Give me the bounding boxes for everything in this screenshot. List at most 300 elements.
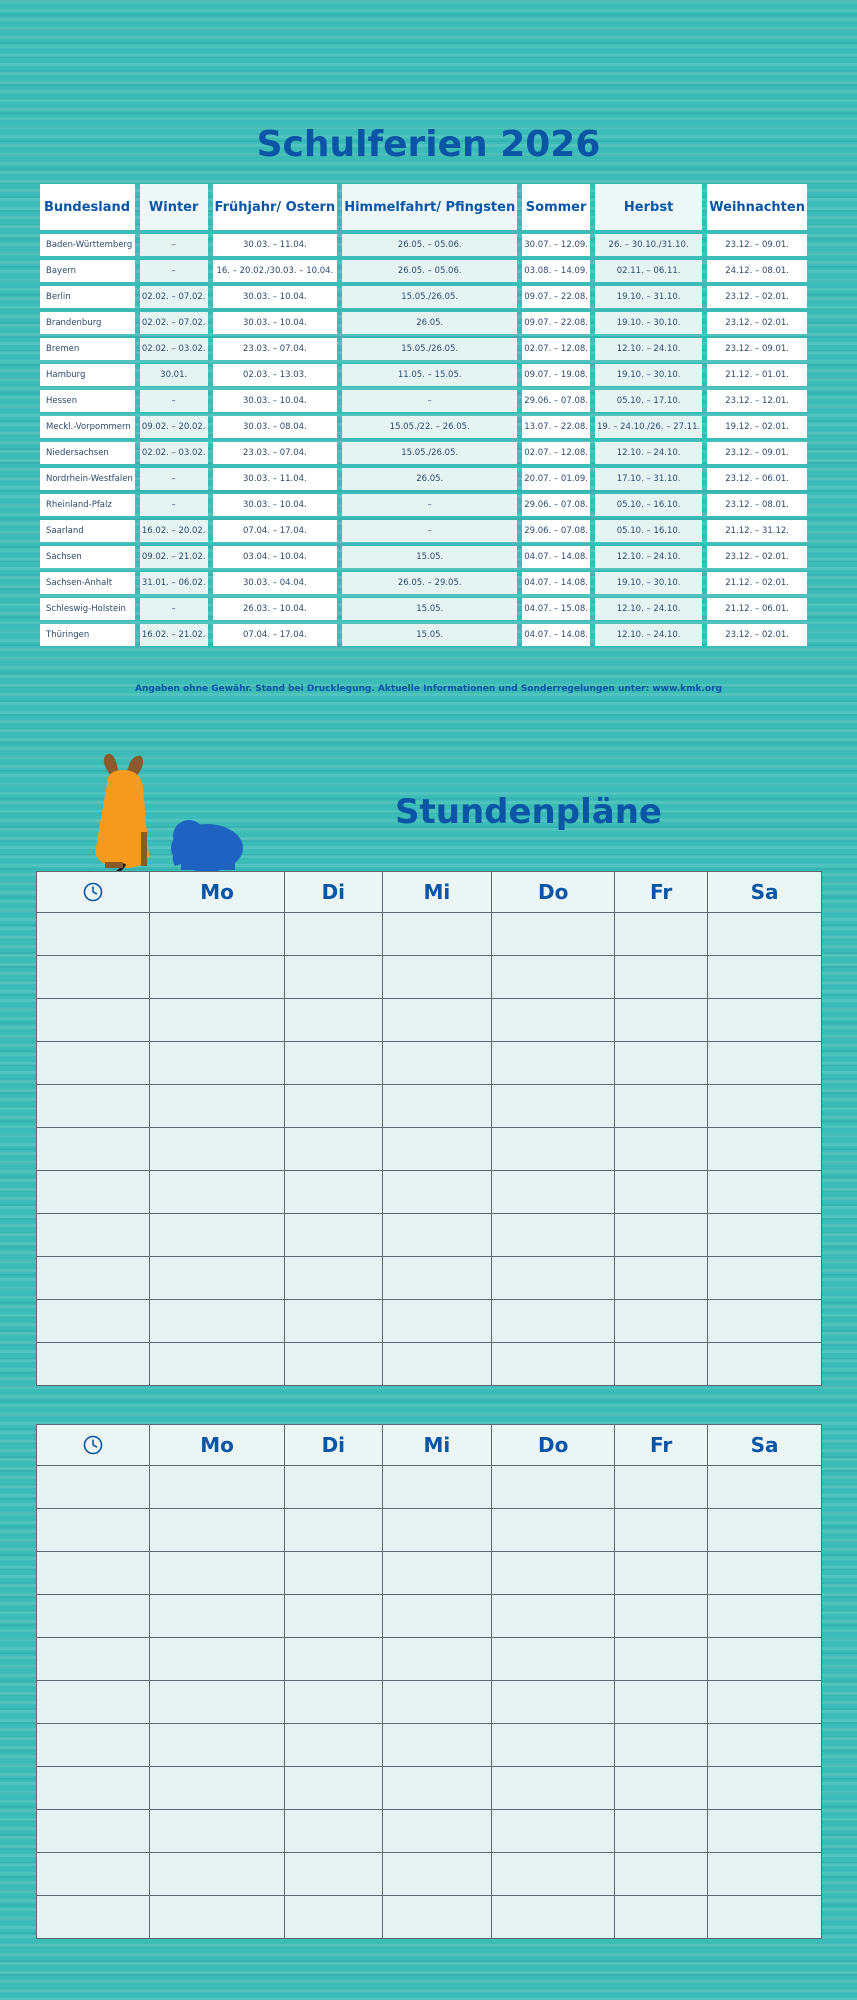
lesson-cell[interactable] [382, 1085, 492, 1128]
stundenplan-row [37, 1042, 822, 1085]
ferien-date-cell: 21.12. – 31.12. [707, 520, 807, 542]
ferien-date-cell: 21.12. – 02.01. [707, 572, 807, 594]
lesson-cell[interactable] [615, 1552, 708, 1595]
lesson-cell[interactable] [382, 1509, 492, 1552]
lesson-cell[interactable] [382, 1767, 492, 1810]
time-cell[interactable] [37, 913, 150, 956]
ferien-date-cell: 03.08. – 14.09. [522, 260, 590, 282]
day-header-sa: Sa [708, 1425, 822, 1466]
bundesland-cell: Schleswig-Holstein [40, 598, 135, 620]
day-header-mi: Mi [382, 872, 492, 913]
stundenplan-row [37, 1638, 822, 1681]
lesson-cell[interactable] [708, 1896, 822, 1939]
lesson-cell[interactable] [382, 1896, 492, 1939]
ferien-date-cell: 12.10. – 24.10. [595, 546, 702, 568]
lesson-cell[interactable] [615, 1724, 708, 1767]
ferien-date-cell: 26.05. – 05.06. [342, 234, 517, 256]
lesson-cell[interactable] [615, 1128, 708, 1171]
time-cell[interactable] [37, 1724, 150, 1767]
lesson-cell[interactable] [285, 913, 383, 956]
lesson-cell[interactable] [150, 1042, 285, 1085]
bundesland-cell: Saarland [40, 520, 135, 542]
stundenplan-row [37, 1681, 822, 1724]
time-cell[interactable] [37, 1681, 150, 1724]
lesson-cell[interactable] [492, 1509, 615, 1552]
ferien-row [40, 442, 807, 464]
lesson-cell[interactable] [615, 1681, 708, 1724]
ferien-row [40, 312, 807, 334]
ferien-date-cell: 02.11. – 06.11. [595, 260, 702, 282]
lesson-cell[interactable] [285, 1595, 383, 1638]
ferien-date-cell: 02.07. – 12.08. [522, 338, 590, 360]
ferien-date-cell: 26.05. – 05.06. [342, 260, 517, 282]
lesson-cell[interactable] [615, 1466, 708, 1509]
day-header-sa: Sa [708, 872, 822, 913]
lesson-cell[interactable] [492, 1896, 615, 1939]
header-herbst: Herbst [595, 184, 702, 230]
ferien-date-cell: 02.07. – 12.08. [522, 442, 590, 464]
ferien-row [40, 390, 807, 412]
lesson-cell[interactable] [150, 1300, 285, 1343]
lesson-cell[interactable] [285, 1724, 383, 1767]
stundenplan-row [37, 1724, 822, 1767]
ferien-date-cell: 04.07. – 14.08. [522, 572, 590, 594]
ferien-date-cell: 23.12. – 09.01. [707, 338, 807, 360]
bundesland-cell: Meckl.-Vorpommern [40, 416, 135, 438]
ferien-row [40, 624, 807, 646]
lesson-cell[interactable] [382, 1810, 492, 1853]
lesson-cell[interactable] [492, 1810, 615, 1853]
lesson-cell[interactable] [708, 956, 822, 999]
ferien-date-cell: 02.03. – 13.03. [213, 364, 338, 386]
lesson-cell[interactable] [382, 956, 492, 999]
lesson-cell[interactable] [382, 1595, 492, 1638]
ferien-date-cell: 20.07. – 01.09. [522, 468, 590, 490]
header-winter: Winter [140, 184, 208, 230]
stundenplan-row [37, 1128, 822, 1171]
elephant-icon [171, 820, 243, 872]
day-header-mo: Mo [150, 872, 285, 913]
ferien-date-cell: 23.03. – 07.04. [213, 442, 338, 464]
lesson-cell[interactable] [708, 999, 822, 1042]
lesson-cell[interactable] [615, 1171, 708, 1214]
clock-icon [37, 1425, 150, 1466]
ferien-date-cell: 19.10. – 30.10. [595, 572, 702, 594]
ferien-date-cell: – [140, 390, 208, 412]
lesson-cell[interactable] [492, 1552, 615, 1595]
lesson-cell[interactable] [492, 1171, 615, 1214]
lesson-cell[interactable] [150, 1810, 285, 1853]
lesson-cell[interactable] [492, 1681, 615, 1724]
ferien-date-cell: 05.10. – 17.10. [595, 390, 702, 412]
day-header-do: Do [492, 872, 615, 913]
schulferien-title: Schulferien 2026 [256, 124, 601, 165]
lesson-cell[interactable] [615, 1085, 708, 1128]
lesson-cell[interactable] [492, 1214, 615, 1257]
lesson-cell[interactable] [150, 1214, 285, 1257]
time-cell[interactable] [37, 1300, 150, 1343]
ferien-date-cell: 12.10. – 24.10. [595, 598, 702, 620]
lesson-cell[interactable] [708, 1085, 822, 1128]
lesson-cell[interactable] [492, 999, 615, 1042]
lesson-cell[interactable] [615, 1257, 708, 1300]
lesson-cell[interactable] [285, 1638, 383, 1681]
header-sommer: Sommer [522, 184, 590, 230]
lesson-cell[interactable] [615, 913, 708, 956]
time-cell[interactable] [37, 1595, 150, 1638]
lesson-cell[interactable] [285, 1171, 383, 1214]
time-cell[interactable] [37, 1810, 150, 1853]
lesson-cell[interactable] [285, 1509, 383, 1552]
lesson-cell[interactable] [150, 1724, 285, 1767]
lesson-cell[interactable] [492, 1767, 615, 1810]
lesson-cell[interactable] [492, 913, 615, 956]
ferien-date-cell: – [140, 260, 208, 282]
lesson-cell[interactable] [708, 1171, 822, 1214]
ferien-date-cell: 23.12. – 09.01. [707, 442, 807, 464]
header-bundesland: Bundesland [40, 184, 135, 230]
lesson-cell[interactable] [285, 1681, 383, 1724]
lesson-cell[interactable] [615, 1042, 708, 1085]
stundenplan-header-row [37, 872, 822, 913]
lesson-cell[interactable] [382, 1552, 492, 1595]
ferien-date-cell: 16.02. – 21.02. [140, 624, 208, 646]
lesson-cell[interactable] [708, 1595, 822, 1638]
stundenplan-row [37, 1767, 822, 1810]
lesson-cell[interactable] [285, 1552, 383, 1595]
ferien-date-cell: 29.06. – 07.08. [522, 494, 590, 516]
lesson-cell[interactable] [382, 1724, 492, 1767]
lesson-cell[interactable] [285, 1214, 383, 1257]
lesson-cell[interactable] [382, 1853, 492, 1896]
ferien-date-cell: 30.03. – 04.04. [213, 572, 338, 594]
lesson-cell[interactable] [285, 1810, 383, 1853]
day-header-mo: Mo [150, 1425, 285, 1466]
ferien-date-cell: 03.04. – 10.04. [213, 546, 338, 568]
day-header-di: Di [285, 1425, 383, 1466]
lesson-cell[interactable] [150, 1767, 285, 1810]
time-cell[interactable] [37, 1896, 150, 1939]
ferien-date-cell: 26. – 30.10./31.10. [595, 234, 702, 256]
day-header-fr: Fr [615, 1425, 708, 1466]
lesson-cell[interactable] [615, 1767, 708, 1810]
lesson-cell[interactable] [615, 1343, 708, 1386]
ferien-date-cell: 26.05. [342, 468, 517, 490]
ferien-date-cell: – [342, 390, 517, 412]
ferien-row [40, 494, 807, 516]
lesson-cell[interactable] [150, 1509, 285, 1552]
stundenplan-row [37, 1300, 822, 1343]
ferien-date-cell: 23.12. – 08.01. [707, 494, 807, 516]
ferien-date-cell: 29.06. – 07.08. [522, 520, 590, 542]
lesson-cell[interactable] [150, 1552, 285, 1595]
ferien-date-cell: – [342, 520, 517, 542]
lesson-cell[interactable] [285, 1466, 383, 1509]
ferien-date-cell: 23.12. – 06.01. [707, 468, 807, 490]
stundenplan-row [37, 1853, 822, 1896]
ferien-date-cell: 15.05. [342, 624, 517, 646]
lesson-cell[interactable] [150, 1853, 285, 1896]
ferien-date-cell: 04.07. – 15.08. [522, 598, 590, 620]
ferien-date-cell: 02.02. – 07.02. [140, 286, 208, 308]
ferien-row [40, 572, 807, 594]
header-ostern: Frühjahr/ Ostern [213, 184, 338, 230]
bundesland-cell: Berlin [40, 286, 135, 308]
lesson-cell[interactable] [150, 1896, 285, 1939]
lesson-cell[interactable] [615, 1853, 708, 1896]
lesson-cell[interactable] [382, 1300, 492, 1343]
lesson-cell[interactable] [492, 1638, 615, 1681]
lesson-cell[interactable] [708, 1767, 822, 1810]
bundesland-cell: Brandenburg [40, 312, 135, 334]
day-header-mi: Mi [382, 1425, 492, 1466]
lesson-cell[interactable] [150, 1343, 285, 1386]
bundesland-cell: Sachsen [40, 546, 135, 568]
time-cell[interactable] [37, 1128, 150, 1171]
ferien-date-cell: 15.05./26.05. [342, 286, 517, 308]
lesson-cell[interactable] [492, 1085, 615, 1128]
lesson-cell[interactable] [285, 1085, 383, 1128]
time-cell[interactable] [37, 1257, 150, 1300]
stundenplan-row [37, 1214, 822, 1257]
lesson-cell[interactable] [708, 1853, 822, 1896]
lesson-cell[interactable] [150, 1638, 285, 1681]
ferien-date-cell: 30.03. – 11.04. [213, 468, 338, 490]
lesson-cell[interactable] [615, 999, 708, 1042]
time-cell[interactable] [37, 1343, 150, 1386]
lesson-cell[interactable] [615, 1595, 708, 1638]
time-cell[interactable] [37, 999, 150, 1042]
lesson-cell[interactable] [492, 1724, 615, 1767]
lesson-cell[interactable] [492, 1300, 615, 1343]
bundesland-cell: Nordrhein-Westfalen [40, 468, 135, 490]
stundenplan-row [37, 1257, 822, 1300]
time-cell[interactable] [37, 1853, 150, 1896]
lesson-cell[interactable] [382, 1466, 492, 1509]
lesson-cell[interactable] [150, 1595, 285, 1638]
lesson-cell[interactable] [150, 1171, 285, 1214]
lesson-cell[interactable] [615, 1509, 708, 1552]
header-weihnachten: Weihnachten [707, 184, 807, 230]
day-header-fr: Fr [615, 872, 708, 913]
ferien-date-cell: 09.02. – 20.02. [140, 416, 208, 438]
ferien-date-cell: 23.12. – 12.01. [707, 390, 807, 412]
ferien-date-cell: 12.10. – 24.10. [595, 442, 702, 464]
lesson-cell[interactable] [708, 1300, 822, 1343]
ferien-date-cell: 05.10. – 16.10. [595, 520, 702, 542]
mouse-and-elephant-illustration [85, 752, 245, 880]
lesson-cell[interactable] [285, 1767, 383, 1810]
lesson-cell[interactable] [708, 1638, 822, 1681]
time-cell[interactable] [37, 1042, 150, 1085]
stundenplan-row [37, 956, 822, 999]
lesson-cell[interactable] [285, 1257, 383, 1300]
stundenplan-row [37, 1509, 822, 1552]
ferien-date-cell: 15.05. [342, 598, 517, 620]
lesson-cell[interactable] [492, 1595, 615, 1638]
ferien-row [40, 546, 807, 568]
ferien-date-cell: – [140, 494, 208, 516]
lesson-cell[interactable] [615, 1214, 708, 1257]
lesson-cell[interactable] [150, 913, 285, 956]
lesson-cell[interactable] [382, 999, 492, 1042]
ferien-date-cell: 26.03. – 10.04. [213, 598, 338, 620]
lesson-cell[interactable] [708, 1509, 822, 1552]
ferien-date-cell: 23.12. – 02.01. [707, 624, 807, 646]
time-cell[interactable] [37, 956, 150, 999]
lesson-cell[interactable] [382, 1214, 492, 1257]
lesson-cell[interactable] [708, 1466, 822, 1509]
ferien-date-cell: 02.02. – 03.02. [140, 442, 208, 464]
ferien-date-cell: 30.03. – 08.04. [213, 416, 338, 438]
lesson-cell[interactable] [150, 1085, 285, 1128]
lesson-cell[interactable] [150, 1257, 285, 1300]
lesson-cell[interactable] [708, 1128, 822, 1171]
time-cell[interactable] [37, 1552, 150, 1595]
bundesland-cell: Baden-Württemberg [40, 234, 135, 256]
time-cell[interactable] [37, 1767, 150, 1810]
time-cell[interactable] [37, 1214, 150, 1257]
stundenplan-row [37, 1896, 822, 1939]
time-cell[interactable] [37, 1638, 150, 1681]
stundenplan-row [37, 1810, 822, 1853]
lesson-cell[interactable] [615, 1638, 708, 1681]
ferien-date-cell: 07.04. – 17.04. [213, 624, 338, 646]
lesson-cell[interactable] [285, 999, 383, 1042]
lesson-cell[interactable] [708, 913, 822, 956]
lesson-cell[interactable] [492, 1042, 615, 1085]
ferien-date-cell: 15.05./26.05. [342, 442, 517, 464]
ferien-date-cell: 04.07. – 14.08. [522, 546, 590, 568]
lesson-cell[interactable] [708, 1552, 822, 1595]
lesson-cell[interactable] [382, 1171, 492, 1214]
lesson-cell[interactable] [708, 1681, 822, 1724]
lesson-cell[interactable] [150, 999, 285, 1042]
mouse-icon [89, 754, 149, 876]
ferien-date-cell: 17.10. – 31.10. [595, 468, 702, 490]
ferien-row [40, 234, 807, 256]
lesson-cell[interactable] [492, 1343, 615, 1386]
stundenplan-row [37, 913, 822, 956]
lesson-cell[interactable] [708, 1257, 822, 1300]
lesson-cell[interactable] [708, 1042, 822, 1085]
ferien-date-cell: 30.03. – 10.04. [213, 312, 338, 334]
lesson-cell[interactable] [285, 1300, 383, 1343]
ferien-date-cell: 09.07. – 22.08. [522, 286, 590, 308]
schulferien-table [35, 180, 812, 650]
stundenplan-row [37, 999, 822, 1042]
ferien-date-cell: – [140, 468, 208, 490]
ferien-date-cell: – [342, 494, 517, 516]
lesson-cell[interactable] [150, 1128, 285, 1171]
ferien-date-cell: 30.03. – 11.04. [213, 234, 338, 256]
ferien-date-cell: 19.10. – 30.10. [595, 364, 702, 386]
lesson-cell[interactable] [285, 956, 383, 999]
lesson-cell[interactable] [382, 1343, 492, 1386]
ferien-date-cell: – [140, 234, 208, 256]
ferien-row [40, 598, 807, 620]
bundesland-cell: Sachsen-Anhalt [40, 572, 135, 594]
time-cell[interactable] [37, 1171, 150, 1214]
ferien-date-cell: 23.12. – 02.01. [707, 286, 807, 308]
ferien-date-cell: 15.05./26.05. [342, 338, 517, 360]
lesson-cell[interactable] [382, 1257, 492, 1300]
ferien-date-cell: 09.07. – 22.08. [522, 312, 590, 334]
stundenplan-row [37, 1595, 822, 1638]
ferien-date-cell: 23.12. – 09.01. [707, 234, 807, 256]
lesson-cell[interactable] [285, 1128, 383, 1171]
lesson-cell[interactable] [492, 956, 615, 999]
lesson-cell[interactable] [615, 1896, 708, 1939]
lesson-cell[interactable] [285, 1853, 383, 1896]
lesson-cell[interactable] [708, 1214, 822, 1257]
lesson-cell[interactable] [492, 1128, 615, 1171]
bundesland-cell: Niedersachsen [40, 442, 135, 464]
time-cell[interactable] [37, 1509, 150, 1552]
lesson-cell[interactable] [382, 1128, 492, 1171]
ferien-date-cell: – [140, 598, 208, 620]
ferien-date-cell: 23.12. – 02.01. [707, 312, 807, 334]
lesson-cell[interactable] [615, 1810, 708, 1853]
lesson-cell[interactable] [150, 956, 285, 999]
lesson-cell[interactable] [150, 1681, 285, 1724]
lesson-cell[interactable] [150, 1466, 285, 1509]
ferien-date-cell: 16.02. – 20.02. [140, 520, 208, 542]
lesson-cell[interactable] [382, 1638, 492, 1681]
lesson-cell[interactable] [285, 1042, 383, 1085]
ferien-date-cell: 30.03. – 10.04. [213, 286, 338, 308]
ferien-row [40, 260, 807, 282]
lesson-cell[interactable] [382, 1681, 492, 1724]
ferien-row [40, 468, 807, 490]
ferien-date-cell: 29.06. – 07.08. [522, 390, 590, 412]
lesson-cell[interactable] [382, 913, 492, 956]
ferien-date-cell: 31.01. – 06.02. [140, 572, 208, 594]
ferien-date-cell: 12.10. – 24.10. [595, 624, 702, 646]
lesson-cell[interactable] [615, 1300, 708, 1343]
ferien-date-cell: 26.05. [342, 312, 517, 334]
ferien-date-cell: 23.03. – 07.04. [213, 338, 338, 360]
ferien-row [40, 520, 807, 542]
bundesland-cell: Hessen [40, 390, 135, 412]
lesson-cell[interactable] [492, 1257, 615, 1300]
ferien-row [40, 416, 807, 438]
disclaimer-note: Angaben ohne Gewähr. Stand bei Drucklegung. Aktuelle Informationen und Sonderregelungen unter: www.kmk.org [135, 684, 722, 694]
lesson-cell[interactable] [708, 1724, 822, 1767]
ferien-date-cell: 09.07. – 19.08. [522, 364, 590, 386]
lesson-cell[interactable] [708, 1343, 822, 1386]
time-cell[interactable] [37, 1085, 150, 1128]
stundenplan-row [37, 1552, 822, 1595]
stundenplan-header-row [37, 1425, 822, 1466]
ferien-date-cell: 02.02. – 07.02. [140, 312, 208, 334]
lesson-cell[interactable] [285, 1896, 383, 1939]
ferien-date-cell: 30.03. – 10.04. [213, 390, 338, 412]
ferien-date-cell: 30.03. – 10.04. [213, 494, 338, 516]
bundesland-cell: Hamburg [40, 364, 135, 386]
time-cell[interactable] [37, 1466, 150, 1509]
ferien-date-cell: 15.05./22. – 26.05. [342, 416, 517, 438]
lesson-cell[interactable] [492, 1466, 615, 1509]
lesson-cell[interactable] [492, 1853, 615, 1896]
ferien-date-cell: 30.01. [140, 364, 208, 386]
lesson-cell[interactable] [615, 956, 708, 999]
stundenplan-row [37, 1085, 822, 1128]
lesson-cell[interactable] [382, 1042, 492, 1085]
ferien-date-cell: 09.02. – 21.02. [140, 546, 208, 568]
lesson-cell[interactable] [708, 1810, 822, 1853]
lesson-cell[interactable] [285, 1343, 383, 1386]
